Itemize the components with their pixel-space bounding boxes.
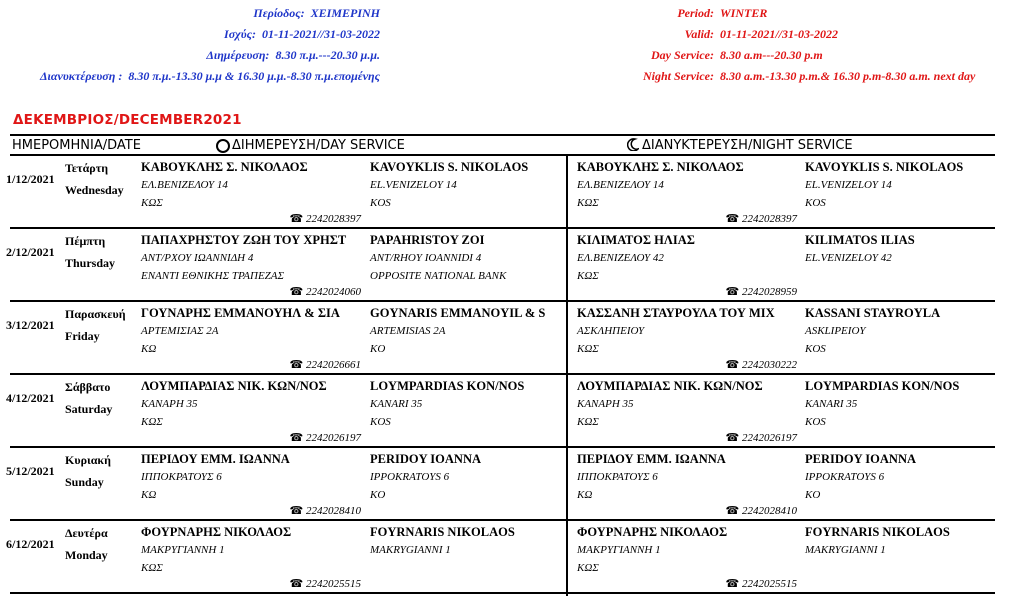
night-address-greek: ΙΠΠΟΚΡΑΤΟΥΣ 6 (577, 471, 658, 483)
weekday-english: Saturday (65, 402, 113, 416)
weekday-greek: Δευτέρα (65, 526, 108, 540)
greek-header (0, 3, 380, 87)
night-city-greek: ΚΩΣ (577, 270, 599, 282)
greek-day-service-value: 8.30 π.μ.---20.30 μ.μ. (275, 48, 380, 62)
telephone-icon: ☎ (289, 286, 306, 298)
night-pharmacy-name-greek: ΚΙΛΙΜΑΤΟΣ ΗΛΙΑΣ (577, 233, 695, 247)
telephone-icon: ☎ (725, 505, 742, 517)
day-city-greek: ΚΩ (141, 489, 157, 501)
night-phone-number: 2242030222 (742, 359, 797, 371)
night-address-greek: ΕΛ.ΒΕΝΙΖΕΛΟΥ 14 (577, 179, 664, 191)
date: 1/12/2021 (6, 172, 55, 186)
telephone-icon: ☎ (725, 286, 742, 298)
day-address-english: IPPOKRATOYS 6 (370, 471, 450, 483)
sun-icon (216, 139, 230, 153)
night-pharmacy-name-greek: ΛΟΥΜΠΑΡΔΙΑΣ ΝΙΚ. ΚΩΝ/ΝΟΣ (577, 379, 763, 393)
day-phone-number: 2242026197 (306, 432, 361, 444)
greek-night-service-row (0, 66, 380, 87)
day-city-greek: ΚΩ (141, 343, 157, 355)
telephone-icon: ☎ (725, 578, 742, 590)
night-pharmacy-name-greek: ΚΑΣΣΑΝΗ ΣΤΑΥΡΟΥΛΑ ΤΟΥ ΜΙΧ (577, 306, 775, 320)
day-pharmacy-name-english: KAVOYKLIS S. NIKOLAOS (370, 160, 529, 174)
day-address-greek: ΜΑΚΡΥΓΙΑΝΝΗ 1 (141, 544, 225, 556)
day-address-english: ARTEMISIAS 2A (370, 325, 446, 337)
day-address-greek: ΚΑΝΑΡΗ 35 (141, 398, 198, 410)
english-night-service-label: Night Service: (643, 69, 714, 83)
night-phone (726, 358, 797, 371)
night-pharmacy-name-english: KASSANI STAYROYLA (805, 306, 941, 320)
schedule-row (0, 229, 1000, 302)
english-night-service-row (600, 66, 975, 87)
day-city-english: KO (370, 489, 386, 501)
night-city-greek: ΚΩΣ (577, 562, 599, 574)
night-pharmacy-name-english: FOYRNARIS NIKOLAOS (805, 525, 950, 539)
night-phone (726, 431, 797, 444)
day-address-greek: ΕΛ.ΒΕΝΙΖΕΛΟΥ 14 (141, 179, 228, 191)
greek-night-service-value: 8.30 π.μ.-13.30 μ.μ & 16.30 μ.μ.-8.30 π.μ.επομένης (128, 69, 380, 83)
day-phone (290, 358, 361, 371)
telephone-icon: ☎ (289, 578, 306, 590)
schedule-row (0, 156, 1000, 229)
night-pharmacy-name-english: PERIDOY IOANNA (805, 452, 916, 466)
day-phone (290, 577, 361, 590)
night-phone-number: 2242028397 (742, 213, 797, 225)
weekday-english: Thursday (65, 256, 116, 270)
night-pharmacy-name-greek: ΦΟΥΡΝΑΡΗΣ ΝΙΚΟΛΑΟΣ (577, 525, 728, 539)
night-pharmacy-name-greek: ΠΕΡΙΔΟΥ ΕΜΜ. ΙΩΑΝΝΑ (577, 452, 726, 466)
english-period-value: WINTER (720, 6, 768, 20)
greek-day-service-label: Διημέρευση: (206, 48, 270, 62)
greek-period-value: ΧΕΙΜΕΡΙΝΗ (310, 6, 380, 20)
day-city-greek: ΕΝΑΝΤΙ ΕΘΝΙΚΗΣ ΤΡΑΠΕΖΑΣ (141, 270, 285, 282)
night-city-english: KOS (805, 416, 826, 428)
day-pharmacy-name-english: PERIDOY IOANNA (370, 452, 481, 466)
date: 6/12/2021 (6, 537, 55, 551)
schedule-row (0, 375, 1000, 448)
english-period-label: Period: (677, 6, 714, 20)
night-city-greek: ΚΩΣ (577, 197, 599, 209)
date: 3/12/2021 (6, 318, 55, 332)
day-city-english: KO (370, 343, 386, 355)
greek-valid-value: 01-11-2021//31-03-2022 (262, 27, 380, 41)
night-city-greek: ΚΩ (577, 489, 593, 501)
night-address-greek: ΑΣΚΛΗΠΕΙΟΥ (577, 325, 645, 337)
day-pharmacy-name-greek: ΚΑΒΟΥΚΛΗΣ Σ. ΝΙΚΟΛΑΟΣ (141, 160, 308, 174)
row-divider (10, 592, 995, 594)
day-city-english: KOS (370, 197, 391, 209)
night-pharmacy-name-greek: ΚΑΒΟΥΚΛΗΣ Σ. ΝΙΚΟΛΑΟΣ (577, 160, 744, 174)
day-city-greek: ΚΩΣ (141, 416, 163, 428)
day-city-greek: ΚΩΣ (141, 197, 163, 209)
english-night-service-value: 8.30 a.m.-13.30 p.m.& 16.30 p.m-8.30 a.m. next day (720, 69, 976, 83)
weekday-greek: Τετάρτη (65, 161, 109, 175)
night-pharmacy-name-english: KILIMATOS ILIAS (805, 233, 915, 247)
day-pharmacy-name-greek: ΛΟΥΜΠΑΡΔΙΑΣ ΝΙΚ. ΚΩΝ/ΝΟΣ (141, 379, 327, 393)
day-address-greek: ΙΠΠΟΚΡΑΤΟΥΣ 6 (141, 471, 222, 483)
telephone-icon: ☎ (725, 359, 742, 371)
night-city-english: KOS (805, 197, 826, 209)
day-city-greek: ΚΩΣ (141, 562, 163, 574)
weekday-english: Monday (65, 548, 108, 562)
night-phone (726, 504, 797, 517)
day-city-english: OPPOSITE NATIONAL BANK (370, 270, 507, 282)
telephone-icon: ☎ (289, 505, 306, 517)
night-address-english: IPPOKRATOYS 6 (805, 471, 885, 483)
telephone-icon: ☎ (289, 213, 306, 225)
night-pharmacy-name-english: LOYMPARDIAS KON/NOS (805, 379, 960, 393)
night-address-english: KANARI 35 (805, 398, 858, 410)
telephone-icon: ☎ (289, 432, 306, 444)
day-phone (290, 212, 361, 225)
night-pharmacy-name-english: KAVOYKLIS S. NIKOLAOS (805, 160, 964, 174)
night-city-english: KO (805, 489, 821, 501)
weekday-english: Friday (65, 329, 100, 343)
night-phone-number: 2242028959 (742, 286, 797, 298)
date: 2/12/2021 (6, 245, 55, 259)
day-address-english: EL.VENIZELOY 14 (370, 179, 457, 191)
english-valid-row (600, 24, 975, 45)
day-address-greek: ΑΡΤΕΜΙΣΙΑΣ 2Α (141, 325, 219, 337)
telephone-icon: ☎ (725, 432, 742, 444)
greek-valid-label: Ισχύς: (224, 27, 256, 41)
greek-day-service-row (0, 45, 380, 66)
night-address-english: MAKRYGIANNI 1 (805, 544, 886, 556)
date-column-header: ΗΜΕΡΟΜΗΝΙΑ/DATE (12, 138, 141, 153)
day-phone-number: 2242026661 (306, 359, 361, 371)
day-pharmacy-name-english: LOYMPARDIAS KON/NOS (370, 379, 525, 393)
night-address-english: EL.VENIZELOY 14 (805, 179, 892, 191)
night-address-greek: ΕΛ.ΒΕΝΙΖΕΛΟΥ 42 (577, 252, 664, 264)
day-pharmacy-name-english: PAPAHRISTOY ZOI (370, 233, 485, 247)
day-address-greek: ΑΝΤ/ΡΧΟΥ ΙΩΑΝΝΙΔΗ 4 (141, 252, 254, 264)
moon-icon (627, 138, 639, 151)
night-phone-number: 2242028410 (742, 505, 797, 517)
day-phone-number: 2242025515 (306, 578, 361, 590)
day-phone-number: 2242024060 (306, 286, 361, 298)
schedule-row (0, 448, 1000, 521)
day-address-english: ANT/RHOY IOANNIDI 4 (370, 252, 482, 264)
day-address-english: MAKRYGIANNI 1 (370, 544, 451, 556)
english-day-service-label: Day Service: (651, 48, 714, 62)
day-pharmacy-name-greek: ΠΕΡΙΔΟΥ ΕΜΜ. ΙΩΑΝΝΑ (141, 452, 290, 466)
weekday-greek: Παρασκευή (65, 307, 126, 321)
weekday-english: Sunday (65, 475, 104, 489)
greek-valid-row (0, 24, 380, 45)
night-phone (726, 577, 797, 590)
telephone-icon: ☎ (289, 359, 306, 371)
month-title: ΔΕΚΕΜΒΡΙΟΣ/DECEMBER2021 (13, 112, 242, 128)
night-city-greek: ΚΩΣ (577, 343, 599, 355)
night-phone (726, 212, 797, 225)
day-service-column-header: ΔΙΗΜΕΡΕΥΣΗ/DAY SERVICE (232, 138, 405, 153)
night-phone-number: 2242025515 (742, 578, 797, 590)
weekday-greek: Κυριακή (65, 453, 111, 467)
day-address-english: KANARI 35 (370, 398, 423, 410)
night-phone (726, 285, 797, 298)
night-address-greek: ΜΑΚΡΥΓΙΑΝΝΗ 1 (577, 544, 661, 556)
weekday-greek: Πέμπτη (65, 234, 106, 248)
night-address-greek: ΚΑΝΑΡΗ 35 (577, 398, 634, 410)
day-pharmacy-name-greek: ΠΑΠΑΧΡΗΣΤΟΥ ΖΩΗ ΤΟΥ ΧΡΗΣΤ (141, 233, 347, 247)
english-valid-value: 01-11-2021//31-03-2022 (720, 27, 838, 41)
day-pharmacy-name-english: FOYRNARIS NIKOLAOS (370, 525, 515, 539)
weekday-greek: Σάββατο (65, 380, 111, 394)
day-pharmacy-name-english: GOYNARIS EMMANOYIL & S (370, 306, 546, 320)
night-address-english: ASKLIPEIOY (805, 325, 866, 337)
day-pharmacy-name-greek: ΦΟΥΡΝΑΡΗΣ ΝΙΚΟΛΑΟΣ (141, 525, 292, 539)
table-header (10, 134, 995, 156)
greek-night-service-label: Διανυκτέρευση : (40, 69, 123, 83)
telephone-icon: ☎ (725, 213, 742, 225)
schedule-row (0, 302, 1000, 375)
night-address-english: EL.VENIZELOY 42 (805, 252, 892, 264)
day-pharmacy-name-greek: ΓΟΥΝΑΡΗΣ ΕΜΜΑΝΟΥΗΛ & ΣΙΑ (141, 306, 340, 320)
english-period-row (600, 3, 975, 24)
weekday-english: Wednesday (65, 183, 124, 197)
night-service-column-header: ΔΙΑΝΥΚΤΕΡΕΥΣΗ/NIGHT SERVICE (642, 138, 853, 153)
greek-period-row (0, 3, 380, 24)
day-phone (290, 285, 361, 298)
date: 5/12/2021 (6, 464, 55, 478)
night-city-english: KOS (805, 343, 826, 355)
date: 4/12/2021 (6, 391, 55, 405)
night-city-greek: ΚΩΣ (577, 416, 599, 428)
english-day-service-value: 8.30 a.m---20.30 p.m (720, 48, 823, 62)
day-phone (290, 504, 361, 517)
day-phone-number: 2242028410 (306, 505, 361, 517)
english-day-service-row (600, 45, 975, 66)
schedule-row (0, 521, 1000, 594)
greek-period-label: Περίοδος: (253, 6, 305, 20)
night-phone-number: 2242026197 (742, 432, 797, 444)
day-city-english: KOS (370, 416, 391, 428)
english-header (600, 3, 975, 87)
day-phone-number: 2242028397 (306, 213, 361, 225)
english-valid-label: Valid: (684, 27, 714, 41)
day-phone (290, 431, 361, 444)
